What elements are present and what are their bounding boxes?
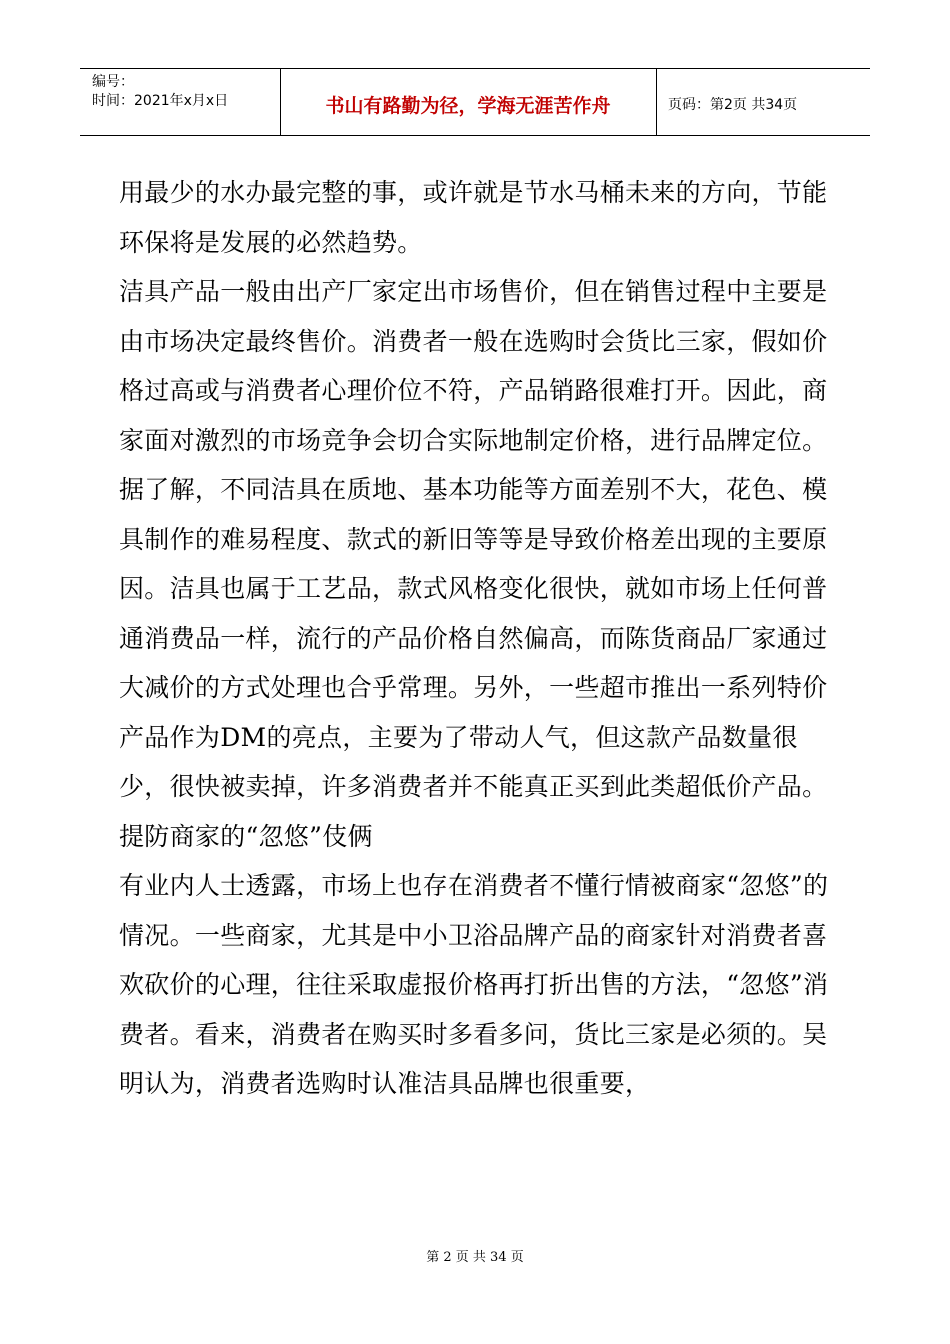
header-motto: 书山有路勤为径，学海无涯苦作舟 xyxy=(325,95,611,117)
body-paragraph: 用最少的水办最完整的事，或许就是节水马桶未来的方向，节能环保将是发展的必然趋势。 xyxy=(119,178,828,257)
body-paragraph: 洁具产品一般由出产厂家定出市场售价，但在销售过程中主要是由市场决定最终售价。消费者一般在选购时会货比三家，假如价格过高或与消费者心理价位不符，产品销路很难打开。因此，商家面对激烈的市场竞争会切合实际地制定价格，进行品牌定位。 xyxy=(119,277,828,455)
header-page-info: 页码：第2页 共34页 xyxy=(668,97,798,113)
document-number-label: 编号： xyxy=(92,74,134,90)
document-body xyxy=(119,168,834,1109)
header-meta xyxy=(92,73,228,111)
document-time-label: 时间：2021年x月x日 xyxy=(92,93,229,109)
page-header xyxy=(80,68,870,136)
body-paragraph: 有业内人士透露，市场上也存在消费者不懂行情被商家“忽悠”的情况。一些商家，尤其是中小卫浴品牌产品的商家针对消费者喜欢砍价的心理，往往采取虚报价格再打折出售的方法，“忽悠”消费者。看来，消费者在购买时多看多问，货比三家是必须的。吴明认为，消费者选购时认准洁具品牌也很重要， xyxy=(119,871,829,1098)
body-paragraph: 据了解，不同洁具在质地、基本功能等方面差别不大，花色、模具制作的难易程度、款式的新旧等等是导致价格差出现的主要原因。洁具也属于工艺品，款式风格变化很快，就如市场上任何普通消费品一样，流行的产品价格自然偏高，而陈货商品厂家通过大减价的方式处理也合乎常理。另外，一些超市推出一系列特价产品作为DM的亮点，主要为了带动人气，但这款产品数量很少，很快被卖掉，许多消费者并不能真正买到此类超低价产品。 xyxy=(119,475,828,801)
header-divider xyxy=(656,69,657,135)
page-footer: 第 2 页 共 34 页 xyxy=(426,1250,524,1265)
section-heading: 提防商家的“忽悠”伎俩 xyxy=(119,821,373,851)
